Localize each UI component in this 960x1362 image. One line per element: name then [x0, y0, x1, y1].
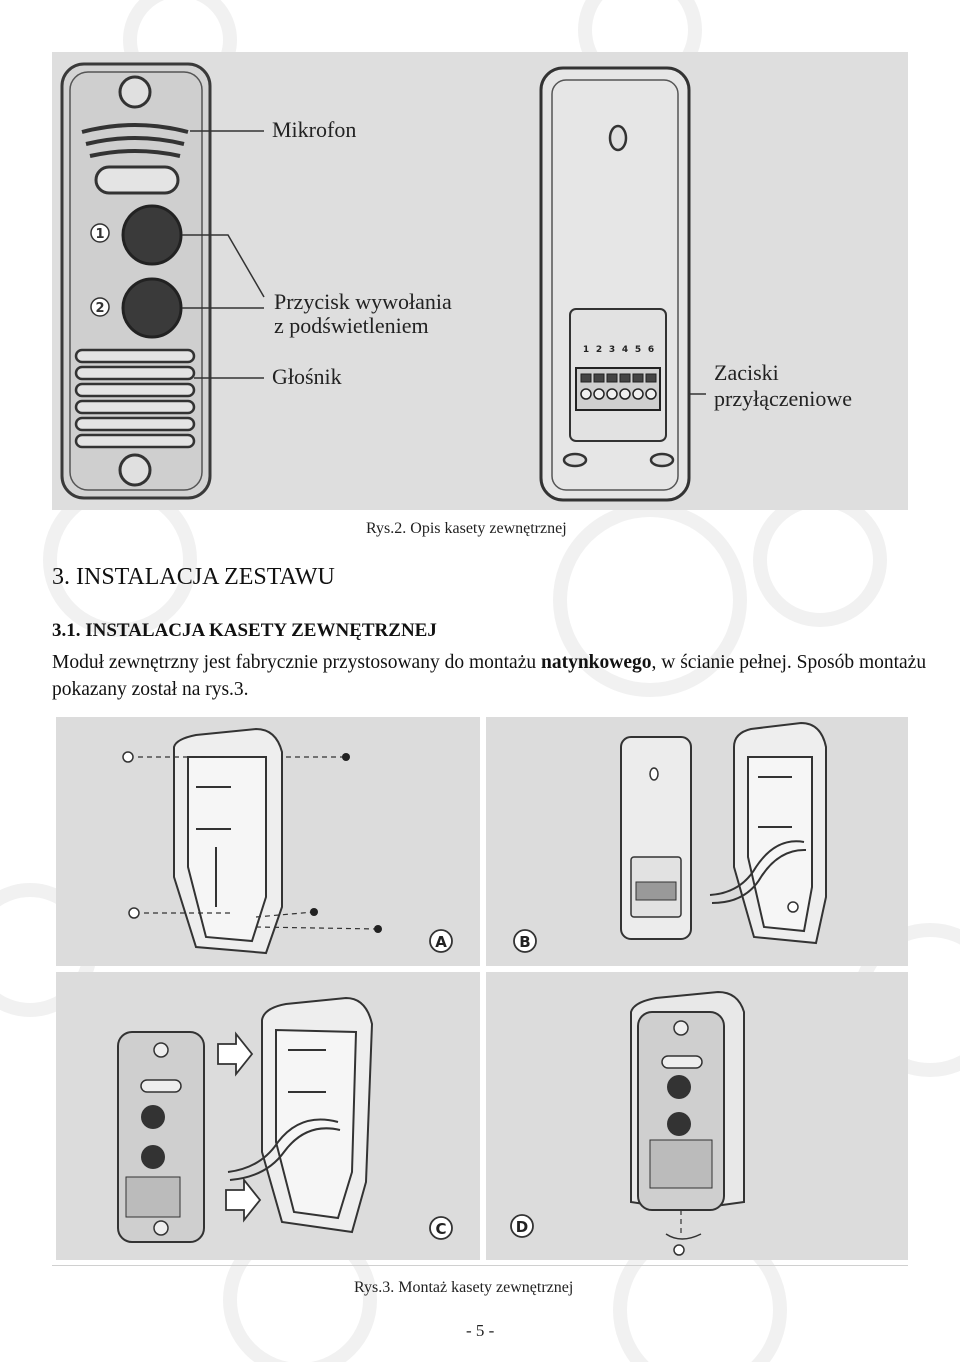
label-speaker: Głośnik [272, 364, 342, 389]
label-microphone: Mikrofon [272, 117, 357, 142]
figure3-caption: Rys.3. Montaż kasety zewnętrznej [354, 1279, 574, 1296]
svg-text:2: 2 [595, 345, 603, 355]
svg-text:5: 5 [634, 345, 642, 355]
front-panel-drawing [62, 64, 210, 498]
label-terminals-line1: Zaciski [714, 360, 779, 385]
paragraph-bold-term: natynkowego [540, 652, 652, 673]
paragraph-text-1: Moduł zewnętrzny jest fabrycznie przystosowany do montażu [52, 652, 541, 673]
section-heading: 3. INSTALACJA ZESTAWU [52, 564, 335, 590]
figure2-caption: Rys.2. Opis kasety zewnętrznej [366, 520, 567, 537]
button-2-marker: 2 [95, 301, 105, 316]
label-terminals-line2: przyłączeniowe [714, 386, 853, 411]
label-call-button-line1: Przycisk wywołania [274, 289, 452, 314]
mounting-panel-a [56, 717, 480, 966]
mounting-panel-d [486, 972, 908, 1260]
panel-label-c: C [435, 1220, 447, 1238]
page-number: - 5 - [466, 1321, 495, 1340]
button-1-marker: 1 [95, 227, 105, 242]
mounting-panel-b [486, 717, 908, 966]
back-housing-drawing [541, 68, 689, 500]
outdoor-unit-diagram [52, 52, 908, 510]
figure-outdoor-unit-description [52, 52, 908, 510]
mounting-panel-c [56, 972, 480, 1260]
panel-label-b: B [519, 933, 531, 951]
figure-divider [52, 1265, 908, 1266]
panel-label-a: A [435, 933, 447, 951]
panel-label-d: D [515, 1218, 529, 1236]
section-paragraph [52, 649, 932, 703]
svg-text:4: 4 [621, 345, 629, 355]
svg-text:1: 1 [582, 345, 590, 355]
svg-text:6: 6 [647, 345, 655, 355]
paragraph-text-2: , w ścianie pełnej. Sposób montażu pokazany został na rys.3. [52, 652, 927, 700]
svg-text:3: 3 [608, 345, 616, 355]
subsection-heading: 3.1. INSTALACJA KASETY ZEWNĘTRZNEJ [52, 620, 437, 641]
label-call-button-line2: z podświetleniem [274, 313, 429, 338]
